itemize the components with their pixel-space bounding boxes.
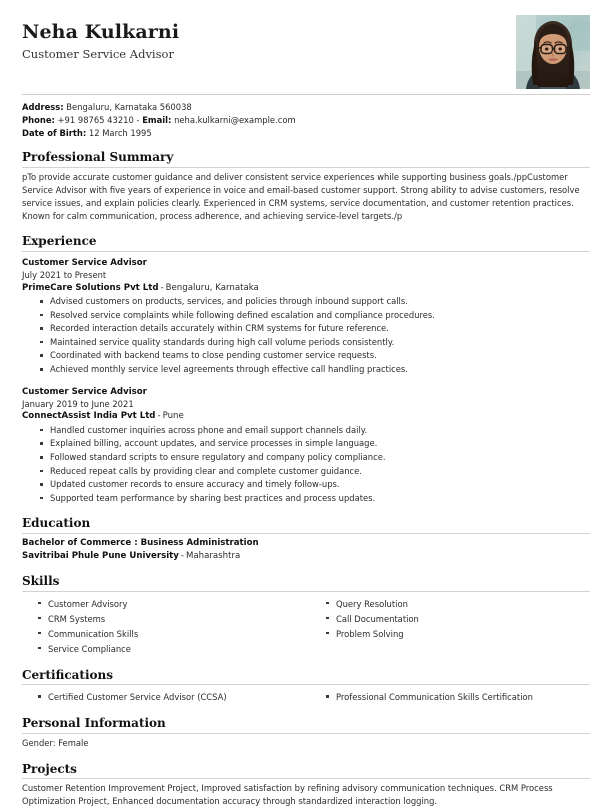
list-item: Maintained service quality standards during high call volume periods consistently.	[22, 336, 590, 350]
certifications-list-left	[22, 690, 306, 705]
education-degree	[22, 537, 590, 550]
experience-company-line	[22, 410, 590, 422]
section-heading-education: Education	[22, 517, 590, 534]
section-professional-summary	[22, 151, 590, 223]
section-experience	[22, 235, 590, 505]
skills-list-left	[22, 597, 306, 657]
list-item: Query Resolution	[306, 597, 590, 612]
certifications-column-left	[22, 689, 306, 705]
section-heading-personal-information: Personal Information	[22, 717, 590, 734]
certifications-list-right	[306, 690, 590, 705]
section-heading-experience: Experience	[22, 235, 590, 252]
experience-entry	[22, 257, 590, 377]
experience-role: Customer Service Advisor	[22, 257, 147, 268]
email-label: Email:	[142, 114, 172, 125]
contact-separator: -	[136, 114, 140, 125]
education-separator: -	[180, 551, 184, 562]
address-label: Address:	[22, 102, 64, 112]
section-education	[22, 517, 590, 563]
list-item: Reduced repeat calls by providing clear and complete customer guidance.	[22, 465, 590, 479]
list-item: Handled customer inquiries across phone and email support channels daily.	[22, 424, 590, 438]
list-item: Advised customers on products, services, and policies through inbound support calls.	[22, 295, 590, 309]
section-skills	[22, 575, 590, 657]
dob-label: Date of Birth:	[22, 127, 87, 138]
experience-company-line	[22, 282, 590, 294]
experience-company: ConnectAssist India Pvt Ltd	[22, 411, 156, 422]
experience-bullet-list	[22, 424, 590, 506]
contact-address-line	[22, 101, 590, 114]
address-value: Bengaluru, Karnataka 560038	[66, 102, 192, 112]
phone-value: +91 98765 43210	[57, 114, 134, 125]
personal-information-line: Gender: Female	[22, 738, 89, 749]
education-location: Maharashtra	[185, 551, 241, 562]
email-value: neha.kulkarni@example.com	[174, 114, 296, 125]
header-divider	[22, 94, 590, 95]
experience-dates: January 2019 to June 2021	[22, 399, 134, 410]
summary-text: pTo provide accurate customer guidance and deliver consistent service experiences while supporting business goals./ppCustomer Service Advisor with five years of experience in voice and email-based customer support. Strong ability to advise customers, resolve service issues, and explain policies clearly. Experienced in CRM systems, service documentation, and customer retention practices. Known for calm communication, process adherence, and achieving service-level targets./p	[22, 172, 580, 222]
experience-bullet-list	[22, 295, 590, 377]
list-item: Explained billing, account updates, and service processes in simple language.	[22, 437, 590, 451]
list-item: Communication Skills	[22, 627, 306, 642]
list-item: Achieved monthly service level agreements through effective call handling practices.	[22, 363, 590, 377]
profile-photo-image	[516, 15, 590, 89]
skills-column-left	[22, 596, 306, 657]
education-school: Savitribai Phule Pune University	[22, 551, 179, 562]
skills-column-right	[306, 596, 590, 657]
list-item: Resolved service complaints while following defined escalation and compliance procedures.	[22, 309, 590, 323]
list-item: CRM Systems	[22, 612, 306, 627]
education-school-line	[22, 550, 590, 563]
contact-phone-email-line	[22, 114, 590, 127]
experience-entry	[22, 386, 590, 506]
list-item: Customer Advisory	[22, 597, 306, 612]
projects-text: Customer Retention Improvement Project, Improved satisfaction by refining advisory communication techniques. CRM Process Optimization Project, Enhanced documentation accuracy through standardized interaction logging.	[22, 783, 553, 807]
section-heading-skills: Skills	[22, 575, 590, 592]
experience-location: Pune	[162, 411, 184, 422]
list-item: Problem Solving	[306, 627, 590, 642]
skills-columns	[22, 593, 590, 657]
education-degree-text: Bachelor of Commerce : Business Administration	[22, 538, 259, 549]
contact-dob-line	[22, 127, 590, 140]
list-item: Recorded interaction details accurately within CRM systems for future reference.	[22, 322, 590, 336]
certifications-column-right	[306, 689, 590, 705]
list-item: Service Compliance	[22, 642, 306, 657]
certifications-columns	[22, 686, 590, 705]
list-item: Certified Customer Service Advisor (CCSA)	[22, 690, 306, 705]
list-item: Professional Communication Skills Certification	[306, 690, 590, 705]
experience-location: Bengaluru, Karnataka	[165, 282, 259, 293]
section-personal-information	[22, 717, 590, 750]
section-heading-certifications: Certifications	[22, 669, 590, 686]
section-heading-projects: Projects	[22, 763, 590, 780]
contact-block	[22, 101, 590, 139]
experience-company: PrimeCare Solutions Pvt Ltd	[22, 282, 159, 293]
page-title: Neha Kulkarni	[22, 21, 180, 43]
list-item: Coordinated with backend teams to close pending customer service requests.	[22, 349, 590, 363]
list-item: Updated customer records to ensure accuracy and timely follow-ups.	[22, 478, 590, 492]
section-projects	[22, 763, 590, 808]
experience-dates: July 2021 to Present	[22, 270, 107, 281]
section-heading-summary: Professional Summary	[22, 151, 590, 168]
resume-header	[22, 0, 590, 86]
identity-block	[22, 22, 179, 61]
phone-label: Phone:	[22, 114, 55, 125]
skills-list-right	[306, 597, 590, 642]
experience-company-separator: -	[157, 411, 161, 422]
job-title-subtitle: Customer Service Advisor	[22, 46, 174, 61]
list-item: Supported team performance by sharing best practices and process updates.	[22, 492, 590, 506]
avatar	[516, 15, 590, 89]
dob-value: 12 March 1995	[88, 127, 152, 138]
list-item: Call Documentation	[306, 612, 590, 627]
list-item: Followed standard scripts to ensure regulatory and company policy compliance.	[22, 451, 590, 465]
section-certifications	[22, 669, 590, 706]
experience-company-separator: -	[160, 282, 164, 293]
experience-role: Customer Service Advisor	[22, 386, 147, 397]
